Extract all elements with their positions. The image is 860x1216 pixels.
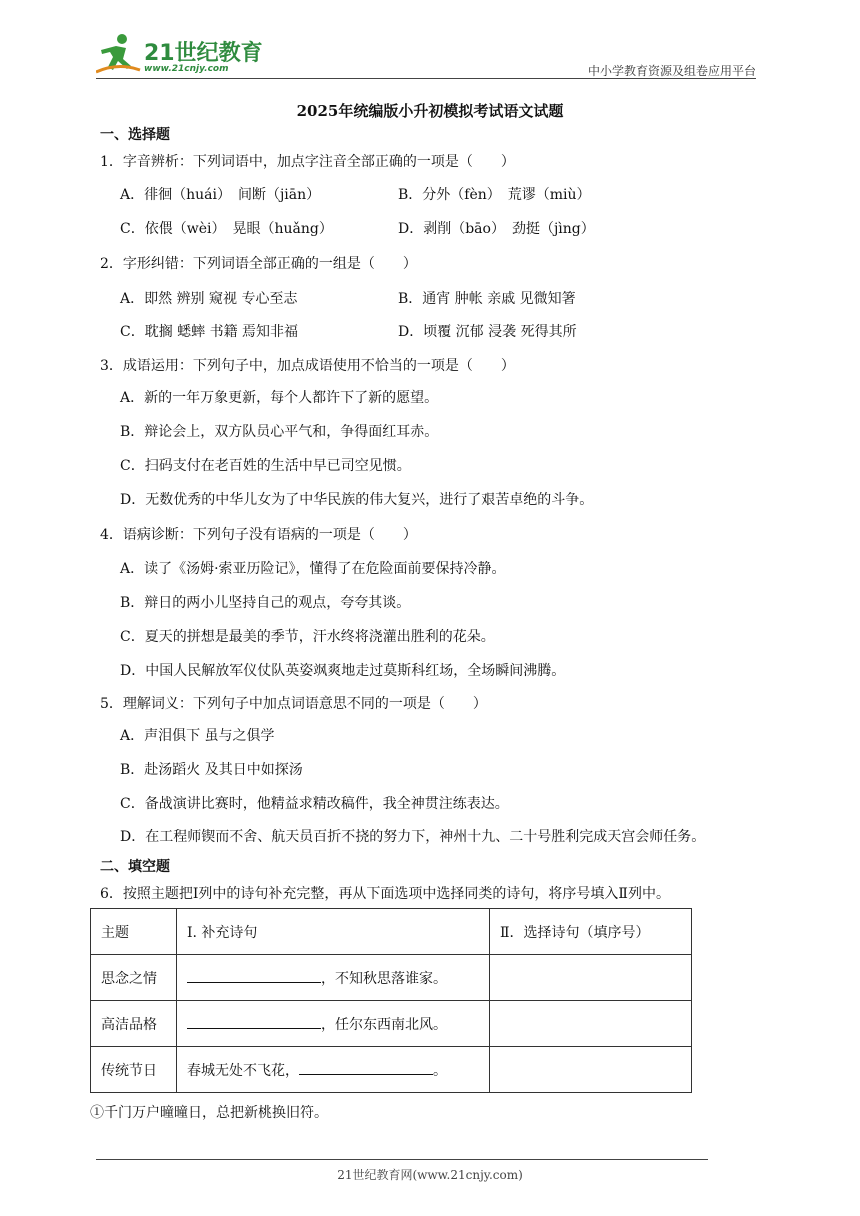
q6-option-1: ①千门万户曈曈日，总把新桃换旧符。 bbox=[90, 1105, 328, 1121]
poem-text-after: 。 bbox=[433, 1062, 447, 1079]
q3-option-d: D．无数优秀的中华儿女为了中华民族的伟大复兴，进行了艰苦卓绝的斗争。 bbox=[120, 492, 594, 508]
q2-stem: 2．字形纠错：下列词语全部正确的一组是（ ） bbox=[100, 256, 417, 272]
runner-icon bbox=[96, 32, 142, 76]
page-title: 2025年统编版小升初模拟考试语文试题 bbox=[296, 102, 564, 120]
q1-option-d: D．剥削（bāo） 劲挺（jìng） bbox=[398, 221, 595, 237]
q4-option-c: C．夏天的拼想是最美的季节，汗水终将浇灌出胜利的花朵。 bbox=[120, 629, 495, 645]
q1-option-c: C．依偎（wèi） 晃眼（huǎng） bbox=[120, 221, 333, 237]
q5-option-c: C．备战演讲比赛时，他精益求精改稿件，我全神贯注练表达。 bbox=[120, 796, 509, 812]
site-logo bbox=[96, 30, 266, 78]
page-footer: 21世纪教育网(www.21cnjy.com) bbox=[337, 1168, 523, 1182]
q4-option-b: B．辩日的两小儿坚持自己的观点，夸夸其谈。 bbox=[120, 595, 411, 611]
answer-cell[interactable] bbox=[490, 1047, 692, 1093]
answer-blank[interactable] bbox=[187, 968, 321, 983]
header-theme: 主题 bbox=[91, 909, 177, 955]
poem-text-before: 春城无处不飞花， bbox=[187, 1062, 299, 1079]
table-row bbox=[91, 955, 692, 1001]
q2-option-b: B．通宵 肿帐 亲戚 见微知箸 bbox=[398, 291, 576, 307]
poem-table bbox=[90, 908, 692, 1093]
q2-option-c: C．耽搁 蟋蟀 书籍 焉知非福 bbox=[120, 324, 299, 340]
header-divider bbox=[96, 78, 756, 79]
theme-cell: 高洁品格 bbox=[91, 1001, 177, 1047]
poem-cell bbox=[177, 955, 490, 1001]
header-supplement: Ⅰ. 补充诗句 bbox=[177, 909, 490, 955]
q2-option-d: D．顷覆 沉郁 浸袭 死得其所 bbox=[398, 324, 577, 340]
theme-cell: 传统节日 bbox=[91, 1047, 177, 1093]
q5-option-a: A．声泪俱下 虽与之俱学 bbox=[120, 728, 275, 744]
poem-text-after: ，不知秋思落谁家。 bbox=[321, 970, 447, 987]
q5-stem: 5．理解词义：下列句子中加点词语意思不同的一项是（ ） bbox=[100, 696, 487, 712]
poem-text-after: ，任尔东西南北风。 bbox=[321, 1016, 447, 1033]
q4-option-d: D．中国人民解放军仪仗队英姿飒爽地走过莫斯科红场，全场瞬间沸腾。 bbox=[120, 663, 566, 679]
logo-url: www.21cnjy.com bbox=[144, 64, 229, 74]
table-row bbox=[91, 1001, 692, 1047]
page-header bbox=[96, 30, 756, 78]
poem-cell bbox=[177, 1047, 490, 1093]
header-select: Ⅱ．选择诗句（填序号） bbox=[490, 909, 692, 955]
section-fill-heading: 二、填空题 bbox=[100, 859, 170, 875]
q3-stem: 3．成语运用：下列句子中，加点成语使用不恰当的一项是（ ） bbox=[100, 358, 515, 374]
table-row bbox=[91, 1047, 692, 1093]
q6-stem: 6．按照主题把Ⅰ列中的诗句补充完整，再从下面选项中选择同类的诗句，将序号填入Ⅱ列中。 bbox=[100, 886, 670, 902]
q1-option-a: A．徘徊（huái） 间断（jiān） bbox=[120, 187, 321, 203]
answer-cell[interactable] bbox=[490, 1001, 692, 1047]
q1-stem: 1．字音辨析：下列词语中，加点字注音全部正确的一项是（ ） bbox=[100, 154, 515, 170]
answer-blank[interactable] bbox=[187, 1014, 321, 1029]
table-header-row bbox=[91, 909, 692, 955]
q5-option-d: D．在工程师锲而不舍、航天员百折不挠的努力下，神州十九、二十号胜利完成天宫会师任务。 bbox=[120, 829, 706, 845]
q4-option-a: A．读了《汤姆·索亚历险记》，懂得了在危险面前要保持冷静。 bbox=[120, 561, 506, 577]
q1-option-b: B．分外（fèn） 荒谬（miù） bbox=[398, 187, 591, 203]
answer-blank[interactable] bbox=[299, 1060, 433, 1075]
logo-text: 21世纪教育 bbox=[144, 41, 263, 66]
platform-label: 中小学教育资源及组卷应用平台 bbox=[587, 64, 756, 78]
q3-option-c: C．扫码支付在老百姓的生活中早已司空见惯。 bbox=[120, 458, 411, 474]
q3-option-a: A．新的一年万象更新，每个人都许下了新的愿望。 bbox=[120, 390, 439, 406]
q2-option-a: A．即然 辨别 窥视 专心至志 bbox=[120, 291, 298, 307]
theme-cell: 思念之情 bbox=[91, 955, 177, 1001]
q4-stem: 4．语病诊断：下列句子没有语病的一项是（ ） bbox=[100, 527, 417, 543]
q3-option-b: B．辩论会上，双方队员心平气和，争得面红耳赤。 bbox=[120, 424, 439, 440]
footer-divider bbox=[96, 1159, 708, 1160]
poem-cell bbox=[177, 1001, 490, 1047]
q5-option-b: B．赴汤蹈火 及其日中如探汤 bbox=[120, 762, 303, 778]
section-choice-heading: 一、选择题 bbox=[100, 127, 170, 143]
answer-cell[interactable] bbox=[490, 955, 692, 1001]
